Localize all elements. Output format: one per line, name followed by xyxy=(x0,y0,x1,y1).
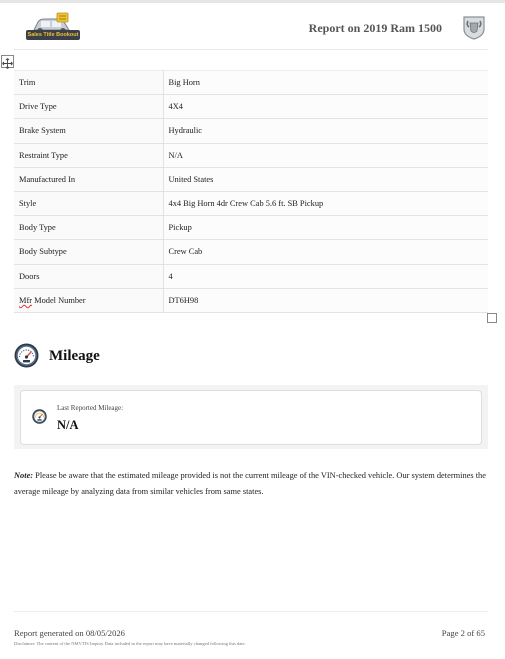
spec-label: Drive Type xyxy=(14,95,163,119)
spec-label-rest: Model Number xyxy=(32,295,86,305)
spec-value: Pickup xyxy=(163,216,488,240)
resize-handle-icon[interactable] xyxy=(487,313,497,323)
car-logo-icon xyxy=(24,12,80,42)
move-handle-icon[interactable] xyxy=(1,55,14,68)
page-number: Page 2 of 65 xyxy=(441,628,485,638)
spec-label-misspelled: Mfr xyxy=(19,295,33,305)
table-row xyxy=(14,216,488,240)
table-row xyxy=(14,191,488,215)
spec-label xyxy=(14,288,163,312)
spec-value: 4x4 Big Horn 4dr Crew Cab 5.6 ft. SB Pickup xyxy=(163,191,488,215)
speedometer-icon xyxy=(14,343,39,368)
spec-value: Big Horn xyxy=(163,71,488,95)
report-title: Report on 2019 Ram 1500 xyxy=(308,21,442,35)
spec-value: N/A xyxy=(163,143,488,167)
mileage-card xyxy=(20,390,482,445)
spec-value: Hydraulic xyxy=(163,119,488,143)
table-row xyxy=(14,240,488,264)
table-row xyxy=(14,119,488,143)
disclaimer: Disclaimer: The content of the NMVTIS Inquiry Data included in the report may have materially changed following this date. xyxy=(14,641,246,646)
table-row xyxy=(14,167,488,191)
vehicle-spec-table xyxy=(14,70,488,313)
mileage-section-header xyxy=(14,343,314,369)
table-row xyxy=(14,71,488,95)
note-key: Note: xyxy=(14,471,34,480)
table-row xyxy=(14,264,488,288)
footer-rule xyxy=(14,611,488,612)
spec-value: United States xyxy=(163,167,488,191)
spec-value: 4X4 xyxy=(163,95,488,119)
spec-label: Restraint Type xyxy=(14,143,163,167)
spec-label: Body Subtype xyxy=(14,240,163,264)
report-header xyxy=(14,8,488,50)
mileage-panel xyxy=(14,385,488,449)
table-row xyxy=(14,143,488,167)
mileage-value: N/A xyxy=(57,418,79,432)
mileage-note xyxy=(14,468,488,500)
report-generated-date: Report generated on 08/05/2026 xyxy=(14,628,125,638)
speedometer-icon xyxy=(32,409,47,424)
mileage-label: Last Reported Mileage: xyxy=(57,404,124,412)
note-text: Please be aware that the estimated mileage provided is not the current mileage of the VIN-checked vehicle. Our system determines the average mileage by analyzing data from similar vehicles from same states. xyxy=(14,471,486,496)
logo-text: Sales Title Bookout xyxy=(27,32,79,38)
spec-value: DT6H98 xyxy=(163,288,488,312)
spec-label: Style xyxy=(14,191,163,215)
spec-value: Crew Cab xyxy=(163,240,488,264)
spec-label: Brake System xyxy=(14,119,163,143)
spec-label: Manufactured In xyxy=(14,167,163,191)
spec-label: Trim xyxy=(14,71,163,95)
top-rule xyxy=(0,0,505,3)
spec-label: Body Type xyxy=(14,216,163,240)
table-row xyxy=(14,95,488,119)
section-title: Mileage xyxy=(49,348,100,364)
spec-value: 4 xyxy=(163,264,488,288)
ram-badge-icon xyxy=(462,14,486,40)
spec-label: Doors xyxy=(14,264,163,288)
table-row xyxy=(14,288,488,312)
